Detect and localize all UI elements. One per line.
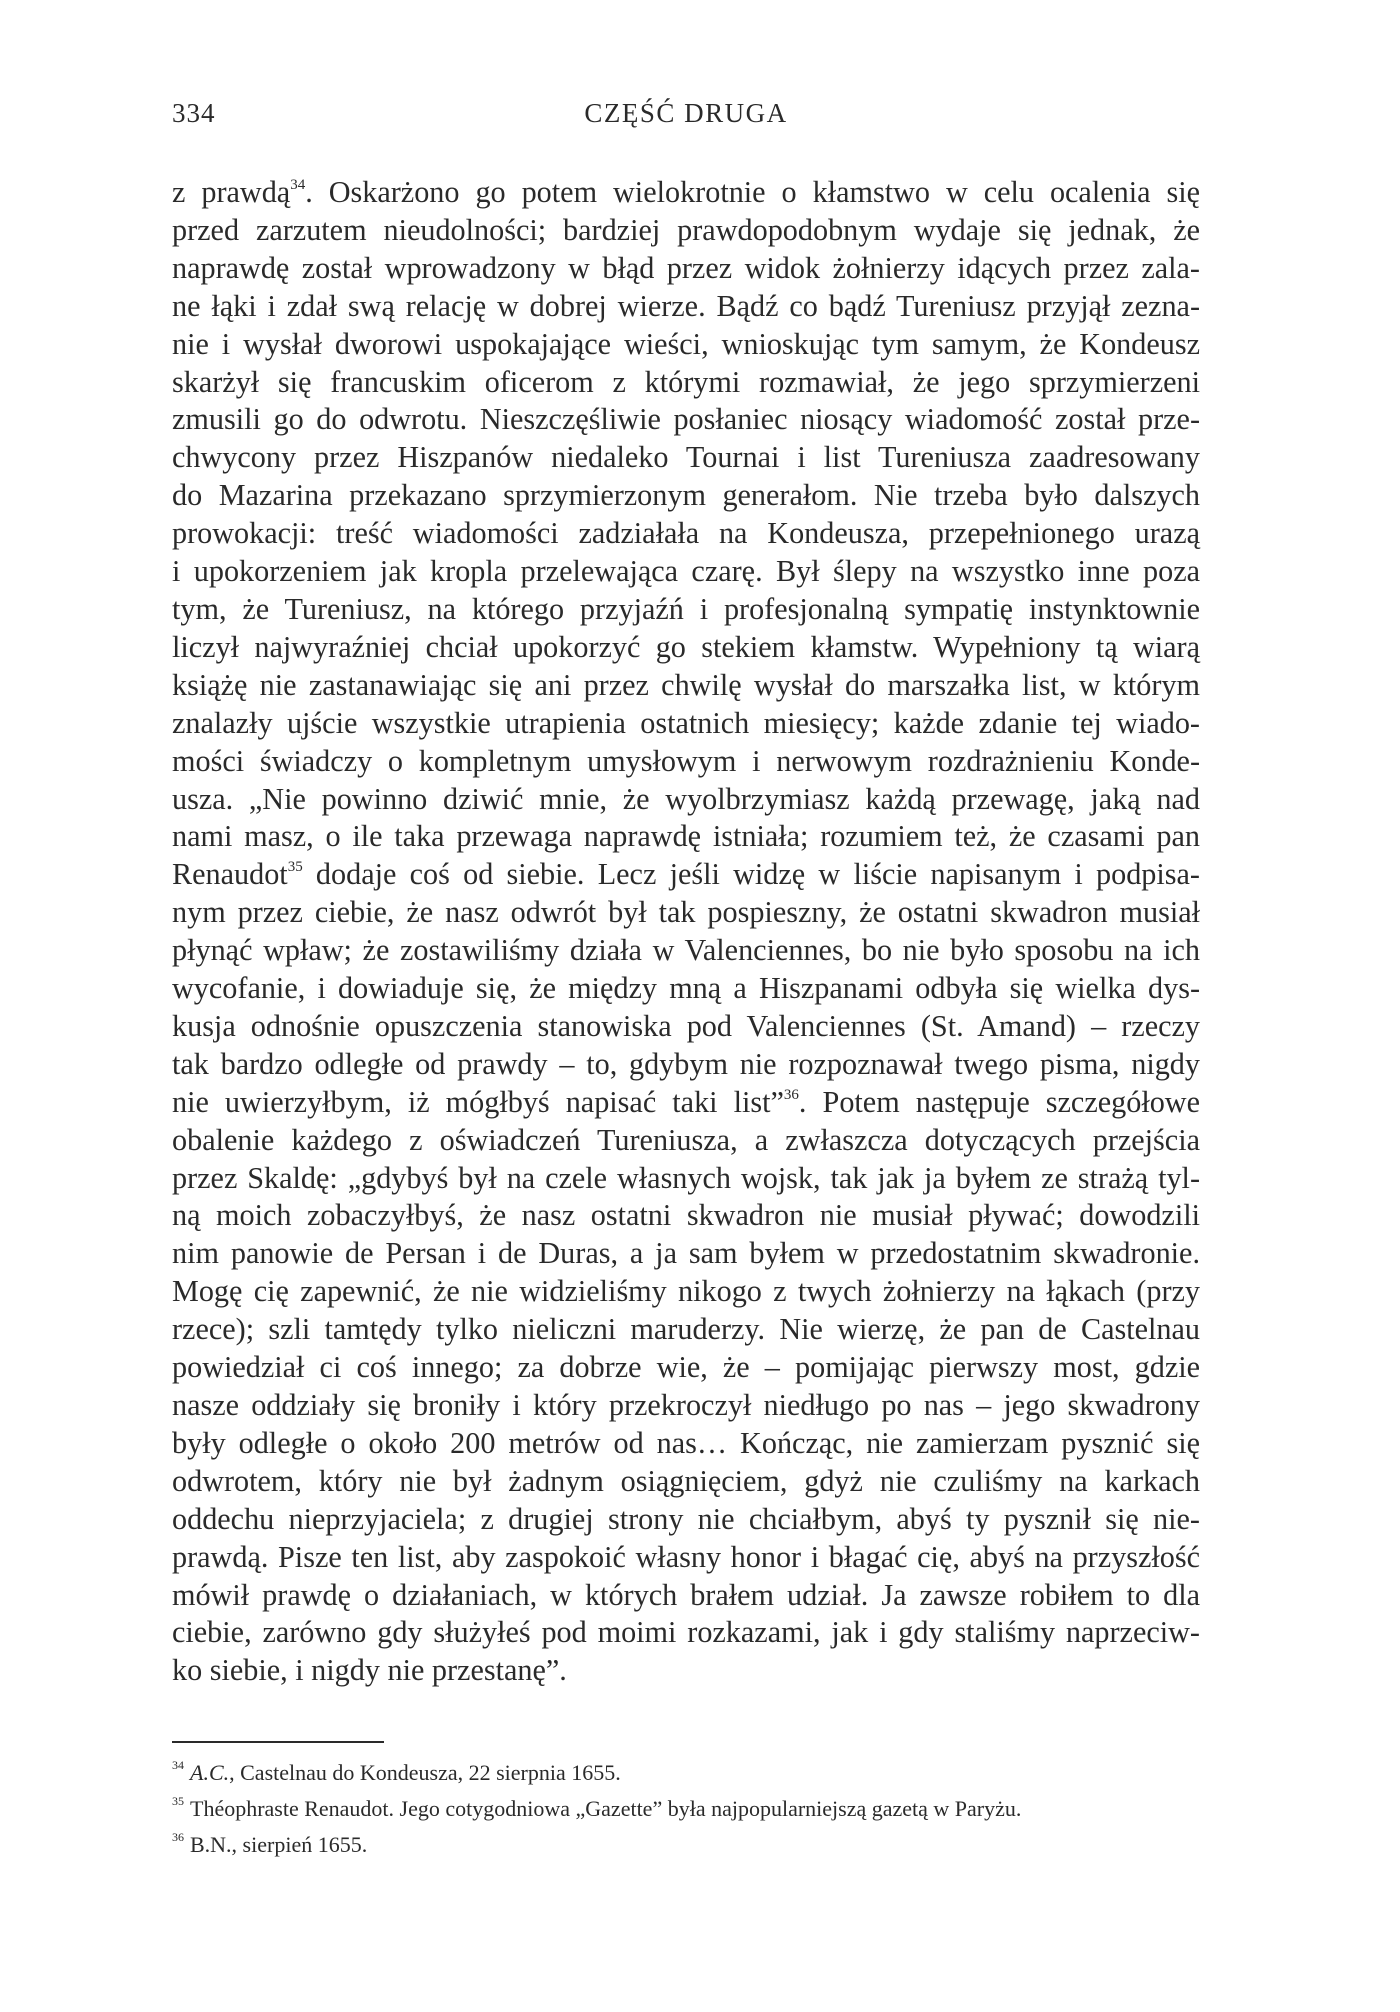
text-line: były odległe o około 200 metrów od nas… Kończąc, nie zamierzam pysznić się <box>172 1425 1200 1460</box>
text-line: zmusili go do odwrotu. Nieszczęśliwie posłaniec niosący wiadomość został prze- <box>172 402 1200 437</box>
footnote-34: $^{34}$ A.C., Castelnau do Kondeusza, 22 sierpnia 1655. <box>172 1757 621 1785</box>
footnote-ref-34[interactable]: 34 <box>290 176 306 193</box>
text-line: do Mazarina przekazano sprzymierzonym generałom. Nie trzeba było dalszych <box>172 478 1200 513</box>
text-line: odwrotem, który nie był żadnym osiągnięciem, gdyż nie czuliśmy na karkach <box>172 1463 1200 1498</box>
text-line: z prawdą$^{34}$. Oskarżono go potem wielokrotnie o kłamstwo w celu ocalenia się <box>172 175 1200 209</box>
text-line: oddechu nieprzyjaciela; z drugiej strony nie chciałbym, abyś ty pysznił się nie- <box>172 1501 1200 1536</box>
text-line: liczył najwyraźniej chciał upokorzyć go stekiem kłamstw. Wypełniony tą wiarą <box>172 629 1200 664</box>
text-line: ne łąki i zdał swą relację w dobrej wierze. Bądź co bądź Tureniusz przyjął zezna- <box>172 288 1200 323</box>
text-line: powiedział ci coś innego; za dobrze wie, że – pomijając pierwszy most, gdzie <box>172 1350 1200 1385</box>
text-line: ko siebie, i nigdy nie przestanę”. <box>172 1653 567 1688</box>
text-line: przed zarzutem nieudolności; bardziej prawdopodobnym wydaje się jednak, że <box>172 212 1200 247</box>
text-line: naprawdę został wprowadzony w błąd przez widok żołnierzy idących przez zala- <box>172 250 1200 285</box>
page-header <box>172 98 1200 138</box>
footnotes <box>172 1755 1200 1863</box>
text-line: obalenie każdego z oświadczeń Tureniusza, a zwłaszcza dotyczących przejścia <box>172 1122 1200 1157</box>
footnote-ref-35[interactable]: 35 <box>287 859 303 876</box>
text-line: tak bardzo odległe od prawdy – to, gdybym nie rozpoznawał twego pisma, nigdy <box>172 1046 1200 1081</box>
text-line: ną moich zobaczyłbyś, że nasz ostatni skwadron nie musiał pływać; dowodzili <box>172 1198 1200 1233</box>
text-line: chwycony przez Hiszpanów niedaleko Tournai i list Tureniusza zaadresowany <box>172 440 1200 475</box>
text-line: nasze oddziały się broniły i który przekroczył niedługo po nas – jego skwadrony <box>172 1388 1200 1422</box>
text-line: Mogę cię zapewnić, że nie widzieliśmy nikogo z twych żołnierzy na łąkach (przy <box>172 1274 1200 1309</box>
text-line: i upokorzeniem jak kropla przelewająca czarę. Był ślepy na wszystko inne poza <box>172 554 1200 589</box>
text-line: mówił prawdę o działaniach, w których brałem udział. Ja zawsze robiłem to dla <box>172 1577 1200 1612</box>
main-text <box>172 174 1200 1690</box>
text-line: ciebie, zarówno gdy służyłeś pod moimi rozkazami, jak i gdy staliśmy naprzeciw- <box>172 1615 1200 1650</box>
text-line: tym, że Tureniusz, na którego przyjaźń i profesjonalną sympatię instynktownie <box>172 591 1200 626</box>
text-line: Renaudot$^{35}$ dodaje coś od siebie. Lecz jeśli widzę w liście napisanym i podpisa- <box>172 857 1200 892</box>
text-line: usza. „Nie powinno dziwić mnie, że wyolbrzymiasz każdą przewagę, jaką nad <box>172 781 1200 816</box>
text-line: nim panowie de Persan i de Duras, a ja sam byłem w przedostatnim skwadronie. <box>172 1236 1200 1271</box>
text-line: płynąć wpław; że zostawiliśmy działa w Valenciennes, bo nie było sposobu na ich <box>172 933 1200 968</box>
text-line: skarżył się francuskim oficerom z którymi rozmawiał, że jego sprzymierzeni <box>172 364 1200 399</box>
running-head: CZĘŚĆ DRUGA <box>584 98 788 128</box>
text-line: nie uwierzyłbym, iż mógłbyś napisać taki list”$^{36}$. Potem następuje szczegółowe <box>172 1084 1200 1119</box>
text-line: prawdą. Pisze ten list, aby zaspokoić własny honor i błagać cię, abyś na przyszłość <box>172 1539 1200 1574</box>
page-number: 334 <box>172 98 216 128</box>
text-line: wycofanie, i dowiaduje się, że między mną a Hiszpanami odbyła się wielka dys- <box>172 971 1200 1006</box>
footnote-divider <box>172 1741 384 1743</box>
text-line: nami masz, o ile taka przewaga naprawdę istniała; rozumiem też, że czasami pan <box>172 819 1200 854</box>
text-line: nie i wysłał dworowi uspokajające wieści, wnioskując tym samym, że Kondeusz <box>172 326 1200 361</box>
text-line: znalazły ujście wszystkie utrapienia ostatnich miesięcy; każde zdanie tej wiado- <box>172 705 1200 740</box>
footnote-36: $^{36}$ B.N., sierpień 1655. <box>172 1829 368 1857</box>
text-line: kusja odnośnie opuszczenia stanowiska pod Valenciennes (St. Amand) – rzeczy <box>172 1008 1200 1043</box>
text-line: nym przez ciebie, że nasz odwrót był tak pospieszny, że ostatni skwadron musiał <box>172 895 1200 930</box>
text-line: książę nie zastanawiając się ani przez chwilę wysłał do marszałka list, w którym <box>172 667 1200 702</box>
text-line: rzece); szli tamtędy tylko nieliczni maruderzy. Nie wierzę, że pan de Castelnau <box>172 1312 1200 1347</box>
text-line: prowokacji: treść wiadomości zadziałała na Kondeusza, przepełnionego urazą <box>172 516 1200 551</box>
footnote-ref-36[interactable]: 36 <box>783 1086 799 1103</box>
text-line: przez Skaldę: „gdybyś był na czele własnych wojsk, tak jak ja byłem ze strażą tyl- <box>172 1160 1200 1195</box>
text-line: mości świadczy o kompletnym umysłowym i nerwowym rozdrażnieniu Konde- <box>172 743 1200 778</box>
footnote-35: $^{35}$ Théophraste Renaudot. Jego cotygodniowa „Gazette” była najpopularniejszą gazetą w Paryżu. <box>172 1793 1022 1821</box>
